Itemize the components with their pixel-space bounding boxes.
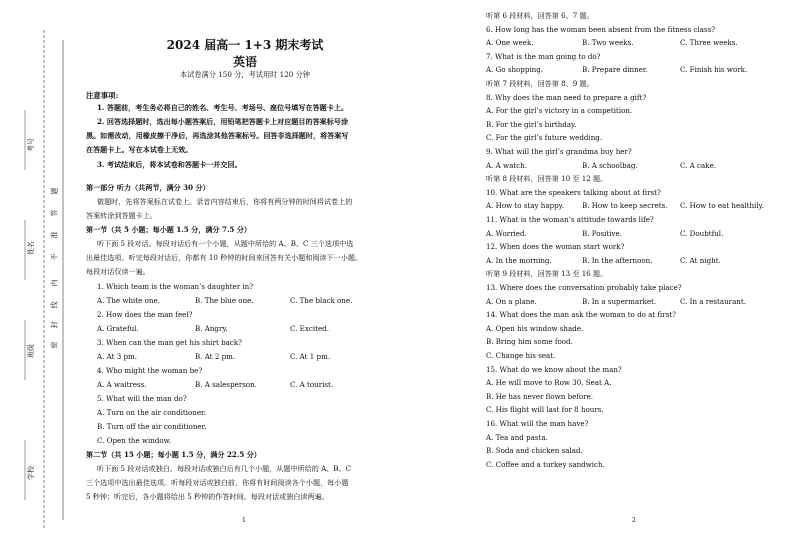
option: B. Prepare dinner. xyxy=(582,65,648,75)
exam-title: 2024 届高一 1+3 期末考试 xyxy=(166,38,324,52)
option: A. Turn on the air conditioner. xyxy=(97,408,206,417)
page-number: 1 xyxy=(242,517,246,524)
question-stem: 5. What will the man do? xyxy=(97,394,187,403)
option: C. At 1 pm. xyxy=(290,352,331,361)
right-line: 11. What is the woman’s attitude towards life? xyxy=(486,215,654,224)
right-line: 8. Why does the man need to prepare a gift? xyxy=(486,92,647,102)
part1-intro: 做题时，先将答案标在试卷上。录音内容结束后，你将有两分钟的时间将试卷上的 xyxy=(97,197,353,206)
right-line: B. Bring him some food. xyxy=(486,337,573,347)
right-line: 10. What are the speakers talking about at first? xyxy=(486,187,661,197)
option: C. Excited. xyxy=(290,324,329,333)
option: C. The black one. xyxy=(290,296,353,305)
option: C. In a restaurant. xyxy=(680,296,746,306)
binding-margin xyxy=(0,0,75,550)
right-line: 听第 7 段材料，回答第 8、9 题。 xyxy=(486,79,594,88)
option: C. A tourist. xyxy=(290,380,334,389)
option: B. Positive. xyxy=(582,228,622,238)
right-line: A. He will move to Row 30, Seat A. xyxy=(486,378,612,388)
right-line: 14. What does the man ask the woman to do at first? xyxy=(486,310,676,320)
right-line: 13. Where does the conversation probably take place? xyxy=(486,283,682,292)
right-line: 12. When does the woman start work? xyxy=(486,242,625,252)
option: B. Turn off the air conditioner. xyxy=(97,422,207,431)
option: A. Grateful. xyxy=(97,324,139,333)
note-line: 3. 考试结束后，将本试卷和答题卡一并交回。 xyxy=(97,160,242,169)
note-line: 1. 答题前，考生务必将自己的姓名、考生号、考场号、座位号填写在答题卡上。 xyxy=(97,103,349,112)
right-line: 听第 8 段材料，回答第 10 至 12 题。 xyxy=(486,174,608,184)
right-line: C. Coffee and a turkey sandwich. xyxy=(486,459,605,469)
option: B. At 2 pm. xyxy=(195,352,236,361)
right-line: 9. What will the girl’s grandma buy her? xyxy=(486,147,632,156)
option: A. Go shopping. xyxy=(486,65,544,75)
note-line: 黑。如需改动，用橡皮擦干净后，再选涂其他答案标号。回答非选择题时，将答案写 xyxy=(86,131,349,140)
section1-intro: 听下面 5 段对话。每段对话后有一个小题，从题中所给的 A、B、C 三个选项中选 xyxy=(97,239,354,248)
seal-char: 内 xyxy=(50,279,59,287)
seal-char: 封 xyxy=(50,321,59,329)
section2-heading: 第二节（共 15 小题；每小题 1.5 分，满分 22.5 分） xyxy=(86,450,261,459)
right-line: C. His flight will last for 8 hours. xyxy=(486,405,604,415)
right-line: B. For the girl’s birthday. xyxy=(486,119,577,129)
part1-intro: 答案转涂到答题卡上。 xyxy=(86,211,157,220)
note-line: 2. 回答选择题时，选出每小题答案后，用铅笔把答题卡上对应题目的答案标号涂 xyxy=(97,117,349,126)
option: A. On a plane. xyxy=(486,296,537,306)
right-line: 听第 6 段材料，回答第 6、7 题。 xyxy=(486,11,594,20)
note-line: 在答题卡上。写在本试卷上无效。 xyxy=(86,145,193,154)
option: B. In the afternoon. xyxy=(582,255,653,265)
option: C. Three weeks. xyxy=(680,38,738,48)
right-line: C. For the girl’s future wedding. xyxy=(486,133,603,143)
section2-intro: 听下面 5 段对话或独白。每段对话或独白后有几个小题，从题中所给的 A、B、C xyxy=(97,464,352,473)
option: C. Finish his work. xyxy=(680,65,748,75)
option: C. Doubtful. xyxy=(680,228,724,238)
class-label: 班级 xyxy=(27,344,35,358)
option: A. In the morning. xyxy=(486,255,552,265)
right-line: 15. What do we know about the man? xyxy=(486,364,622,374)
seal-char: 题 xyxy=(50,187,59,195)
exam-number-label: 考号 xyxy=(27,138,35,152)
option: B. A salesperson. xyxy=(195,380,257,389)
option: B. The blue one. xyxy=(195,296,254,305)
option: A. At 3 pm. xyxy=(97,352,138,361)
page-left xyxy=(80,28,410,538)
question-stem: 3. When can the man get his shirt back? xyxy=(97,338,242,347)
seal-char: 准 xyxy=(50,231,59,239)
section2-intro: 5 秒钟；听完后，各小题将给出 5 秒钟的作答时间。每段对话或独白读两遍。 xyxy=(86,492,329,501)
school-label: 学校 xyxy=(27,466,35,480)
section1-intro: 出最佳选项。听完每段对话后，你都有 10 秒钟的时间来回答有关小题和阅读下一小题。 xyxy=(86,253,363,262)
section2-intro: 三个选项中选出最佳选项。听每段对话或独白前，你将有时间阅读各个小题，每小题 xyxy=(86,478,349,487)
subject-title: 英语 xyxy=(232,55,257,69)
question-stem: 4. Who might the woman be? xyxy=(97,366,203,375)
section1-intro: 每段对话仅读一遍。 xyxy=(86,267,150,276)
seal-char: 答 xyxy=(50,209,59,217)
option: A. How to stay happy. xyxy=(486,201,564,211)
option: B. How to keep secrets. xyxy=(582,201,668,211)
notes-heading: 注意事项: xyxy=(86,91,119,100)
option: C. How to eat healthily. xyxy=(680,201,764,211)
right-line: B. He has never flown before. xyxy=(486,391,594,401)
option: A. The white one. xyxy=(97,296,160,305)
page-right xyxy=(486,0,786,550)
binding-lines xyxy=(0,0,75,550)
right-line: 7. What is the man going to do? xyxy=(486,51,601,61)
option: C. At night. xyxy=(680,255,721,265)
right-line: 6. How long has the woman been absent from the fitness class? xyxy=(486,24,716,34)
question-stem: 2. How does the man feel? xyxy=(97,310,193,319)
right-line: B. Soda and chicken salad. xyxy=(486,446,583,456)
part1-heading: 第一部分 听力（共两节，满分 30 分） xyxy=(86,183,210,192)
section1-heading: 第一节（共 5 小题；每小题 1.5 分，满分 7.5 分） xyxy=(86,225,252,234)
seal-char: 密 xyxy=(50,341,59,349)
right-line: A. Tea and pasta. xyxy=(486,432,548,442)
seal-char: 不 xyxy=(50,253,59,261)
question-stem: 1. Which team is the woman’s daughter in? xyxy=(97,282,254,291)
option: B. A schoolbag. xyxy=(582,160,638,170)
option: A. A waitress. xyxy=(97,380,147,389)
right-line: 听第 9 段材料，回答第 13 至 16 题。 xyxy=(486,269,608,279)
seal-char: 线 xyxy=(50,301,59,309)
right-line: A. For the girl’s victory in a competition. xyxy=(486,106,633,116)
option: B. In a supermarket. xyxy=(582,296,657,306)
option: A. Worried. xyxy=(486,228,527,238)
option: A. One week. xyxy=(486,38,534,48)
right-line: C. Change his seat. xyxy=(486,351,556,360)
option: B. Angry. xyxy=(195,324,228,333)
option: C. Open the window. xyxy=(97,436,172,445)
exam-info: 本试卷满分 150 分，考试用时 120 分钟 xyxy=(179,70,310,79)
option: B. Two weeks. xyxy=(582,38,634,48)
option: C. A cake. xyxy=(680,160,717,170)
right-line: 16. What will the man have? xyxy=(486,419,589,428)
page-number: 2 xyxy=(632,517,636,524)
name-label: 姓名 xyxy=(27,241,35,255)
option: A. A watch. xyxy=(486,160,527,170)
right-line: A. Open his window shade. xyxy=(486,323,584,333)
